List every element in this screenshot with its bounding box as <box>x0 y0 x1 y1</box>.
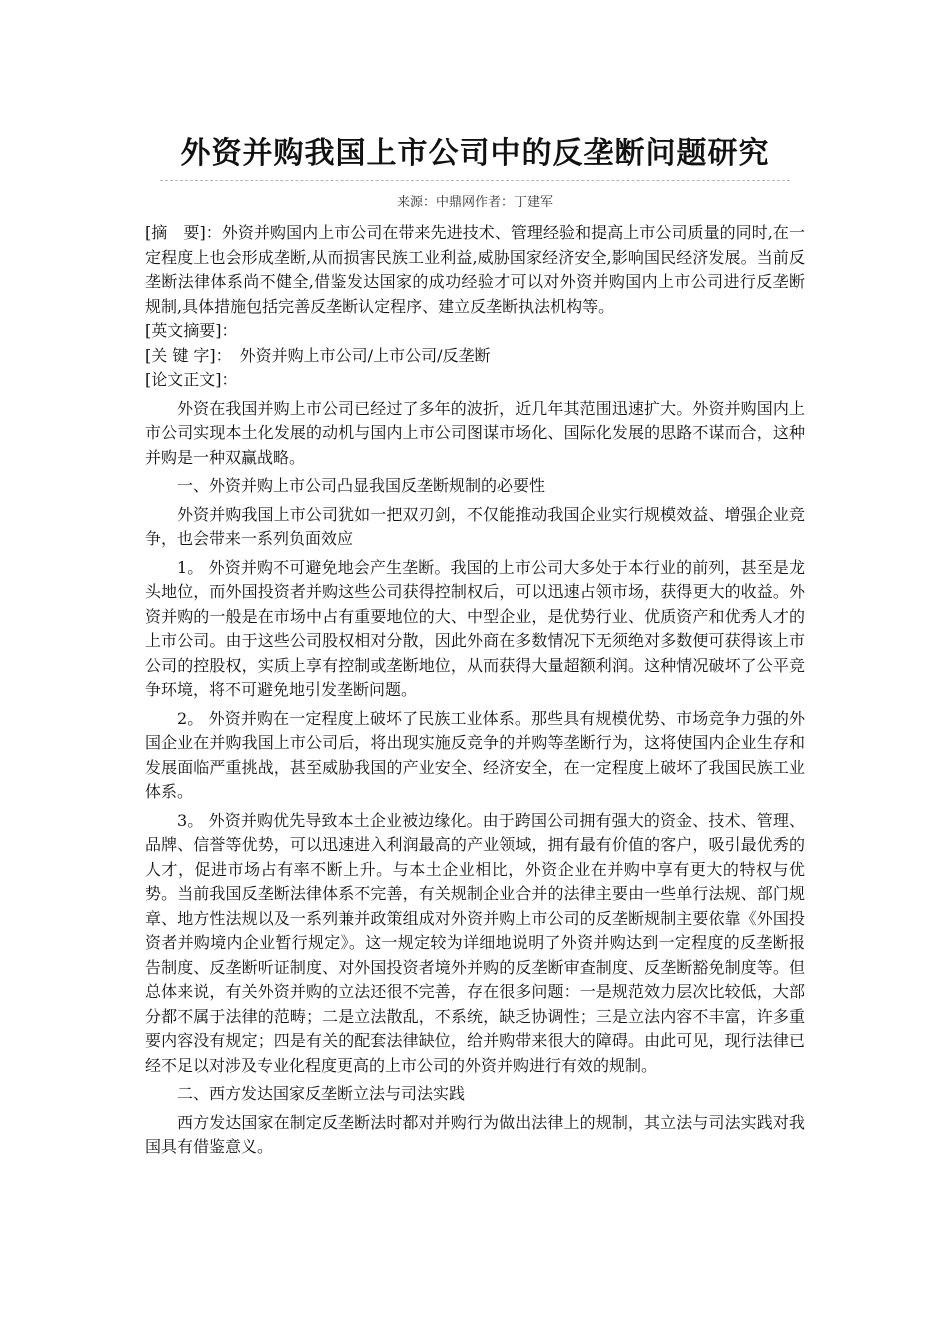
paragraph: 外资在我国并购上市公司已经过了多年的波折，近几年其范围迅速扩大。外资并购国内上市公司实现本土化发展的动机与国内上市公司图谋市场化、国际化发展的思路不谋而合，这种并购是一种双赢战略。 <box>145 398 805 467</box>
keywords <box>145 344 805 369</box>
english-abstract-label: [英文摘要]： <box>145 321 238 340</box>
keywords-label: [关 键 字]： <box>145 345 224 365</box>
keywords-text: 外资并购上市公司/上市公司/反垄断 <box>223 345 491 365</box>
article-title: 外资并购我国上市公司中的反垄断问题研究 <box>180 136 770 171</box>
abstract <box>145 221 805 319</box>
paragraph: 1。 外资并购不可避免地会产生垄断。我国的上市公司大多处于本行业的前列，甚至是龙头地位，而外国投资者并购这些公司获得控制权后，可以迅速占领市场，获得更大的收益。外资并购的一般是在市场中占有重要地位的大、中型企业，是优势行业、优质资产和优秀人才的上市公司。由于这些公司股权相对分散，因此外商在多数情况下无须绝对多数便可获得该上市公司的控股权，实质上享有控制或垄断地位，从而获得大量超额利润。这种情况破坏了公平竞争环境，将不可避免地引发垄断问题。 <box>145 557 805 699</box>
section-heading: 一、外资并购上市公司凸显我国反垄断规制的必要性 <box>177 476 546 495</box>
abstract-label: [摘 要]： <box>145 223 222 242</box>
source-author-line: 来源：中鼎网作者：丁建军 <box>396 195 553 210</box>
paragraph: 西方发达国家在制定反垄断法时都对并购行为做出法律上的规制，其立法与司法实践对我国具有借鉴意义。 <box>145 1112 805 1156</box>
section-heading: 二、西方发达国家反垄断立法与司法实践 <box>177 1084 466 1103</box>
paragraph: 外资并购我国上市公司犹如一把双刃剑，不仅能推动我国企业实行规模效益、增强企业竞争，也会带来一系列负面效应 <box>145 504 805 548</box>
title-divider <box>160 180 790 181</box>
paragraph: 3。 外资并购优先导致本土企业被边缘化。由于跨国公司拥有强大的资金、技术、管理、品牌、信誉等优势，可以迅速进入利润最高的产业领域，拥有最有价值的客户，吸引最优秀的人才，促进市场占有率不断上升。与本土企业相比，外资企业在并购中享有更大的特权与优势。当前我国反垄断法律体系不完善，有关规制企业合并的法律主要由一些单行法规、部门规章、地方性法规以及一系列兼并政策组成对外资并购上市公司的反垄断规制主要依靠《外国投资者并购境内企业暂行规定》。这一规定较为详细地说明了外资并购达到一定程度的反垄断报告制度、反垄断听证制度、对外国投资者境外并购的反垄断审查制度、反垄断豁免制度等。但总体来说，有关外资并购的立法还很不完善，存在很多问题：一是规范效力层次比较低，大部分都不属于法律的范畴；二是立法散乱，不系统，缺乏协调性；三是立法内容不丰富，许多重要内容没有规定；四是有关的配套法律缺位，给并购带来很大的障碍。由此可见，现行法律已经不足以对涉及专业化程度更高的上市公司的外资并购进行有效的规制。 <box>145 810 805 1075</box>
article-body <box>145 221 805 1160</box>
abstract-text: 外资并购国内上市公司在带来先进技术、管理经验和提高上市公司质量的同时,在一定程度上也会形成垄断,从而损害民族工业利益,威胁国家经济安全,影响国民经济发展。当前反垄断法律体系尚不健全,借鉴发达国家的成功经验才可以对外资并购国内上市公司进行反垄断规制,具体措施包括完善反垄断认定程序、建立反垄断执法机构等。 <box>145 223 805 316</box>
body-label: [论文正文]： <box>145 370 238 389</box>
paragraph: 2。 外资并购在一定程度上破坏了民族工业体系。那些具有规模优势、市场竞争力强的外国企业在并购我国上市公司后，将出现实施反竞争的并购等垄断行为，这将使国内企业生存和发展面临严重挑战，甚至威胁我国的产业安全、经济安全，在一定程度上破坏了我国民族工业体系。 <box>145 708 805 801</box>
